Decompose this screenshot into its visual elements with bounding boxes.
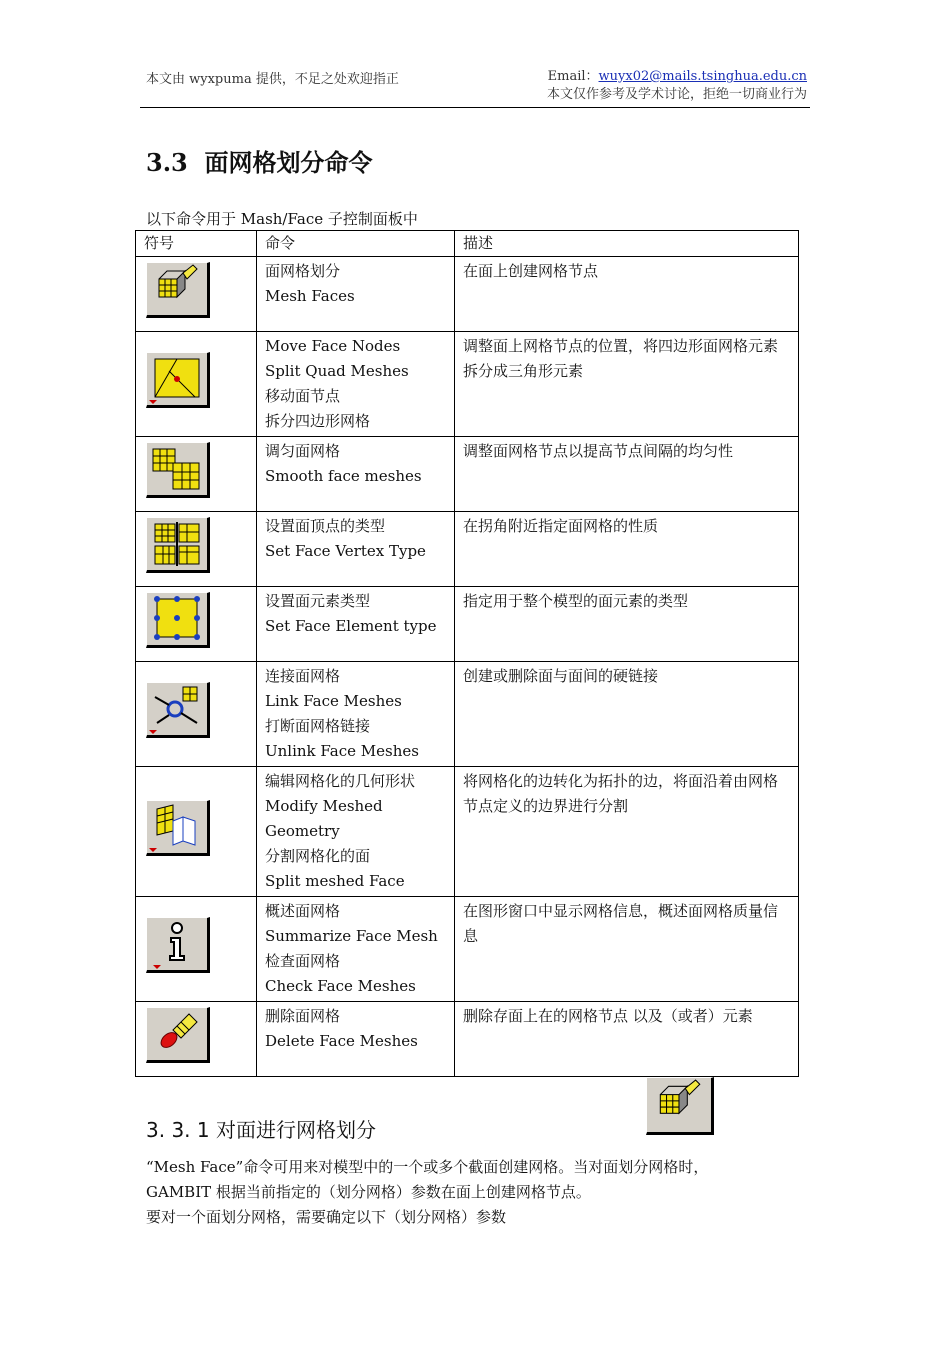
summarize-face-mesh-icon[interactable] xyxy=(146,917,210,973)
command-name: Split Quad Meshes xyxy=(265,362,409,380)
command-name: Modify Meshed Geometry xyxy=(265,797,383,840)
command-desc: 指定用于整个模型的面元素的类型 xyxy=(455,587,799,662)
command-name: 删除面网格 xyxy=(265,1007,341,1025)
command-desc: 创建或删除面与面间的硬链接 xyxy=(455,662,799,767)
link-face-meshes-icon[interactable] xyxy=(146,682,210,738)
command-name: 面网格划分 xyxy=(265,262,341,280)
set-face-vertex-type-icon[interactable] xyxy=(146,517,210,573)
command-desc: 在面上创建网格节点 xyxy=(455,257,799,332)
table-row xyxy=(136,257,799,332)
command-name: Move Face Nodes xyxy=(265,337,401,355)
modify-meshed-geometry-icon[interactable] xyxy=(146,800,210,856)
paragraph-3: 要对一个面划分网格，需要确定以下（划分网格）参数 xyxy=(146,1208,507,1226)
header-notice: 本文仅作参考及学术讨论，拒绝一切商业行为 xyxy=(546,87,807,102)
command-desc: 调整面网格节点以提高节点间隔的均匀性 xyxy=(455,437,799,512)
command-name: 概述面网格 xyxy=(265,902,341,920)
command-table xyxy=(135,230,799,1077)
table-row xyxy=(136,587,799,662)
email-label: Email： xyxy=(547,69,599,84)
header-command: 命令 xyxy=(257,231,455,257)
command-name: 调匀面网格 xyxy=(265,442,341,460)
header-right xyxy=(547,68,807,104)
command-name: Summarize Face Mesh xyxy=(265,927,438,945)
mesh-faces-icon[interactable] xyxy=(646,1077,714,1135)
command-name: 设置面顶点的类型 xyxy=(265,517,386,535)
command-name: Set Face Vertex Type xyxy=(265,542,426,560)
command-name: 打断面网格链接 xyxy=(265,717,371,735)
command-desc: 删除存面上在的网格节点 以及（或者）元素 xyxy=(455,1002,799,1077)
command-desc: 在图形窗口中显示网格信息，概述面网格质量信息 xyxy=(455,897,799,1002)
command-name: Smooth face meshes xyxy=(265,467,422,485)
header-left-text: 本文由 wyxpuma 提供，不足之处欢迎指正 xyxy=(146,72,399,87)
table-row xyxy=(136,767,799,897)
command-name: Set Face Element type xyxy=(265,617,437,635)
command-name: Mesh Faces xyxy=(265,287,355,305)
paragraph-2: GAMBIT 根据当前指定的（划分网格）参数在面上创建网格节点。 xyxy=(146,1183,591,1201)
table-row xyxy=(136,662,799,767)
delete-face-meshes-icon[interactable] xyxy=(146,1007,210,1063)
move-face-nodes-icon[interactable] xyxy=(146,352,210,408)
command-name: Link Face Meshes xyxy=(265,692,402,710)
section-title: 3.3 面网格划分命令 xyxy=(146,148,373,177)
command-desc: 在拐角附近指定面网格的性质 xyxy=(455,512,799,587)
table-row xyxy=(136,437,799,512)
command-name: Check Face Meshes xyxy=(265,977,416,995)
command-name: 连接面网格 xyxy=(265,667,341,685)
command-name: Delete Face Meshes xyxy=(265,1032,418,1050)
command-name: 设置面元素类型 xyxy=(265,592,371,610)
command-desc: 调整面上网格节点的位置，将四边形面网格元素拆分成三角形元素 xyxy=(455,332,799,437)
header-desc: 描述 xyxy=(455,231,799,257)
section-intro: 以下命令用于 Mash/Face 子控制面板中 xyxy=(146,210,418,228)
table-row xyxy=(136,1002,799,1077)
command-name: 拆分四边形网格 xyxy=(265,412,371,430)
command-name: Unlink Face Meshes xyxy=(265,742,419,760)
smooth-face-meshes-icon[interactable] xyxy=(146,442,210,498)
table-header-row xyxy=(136,231,799,257)
subsection-title: 3. 3. 1 对面进行网格划分 xyxy=(146,1118,376,1142)
command-name: Split meshed Face xyxy=(265,872,405,890)
command-desc: 将网格化的边转化为拓扑的边，将面沿着由网格节点定义的边界进行分割 xyxy=(455,767,799,897)
table-row xyxy=(136,512,799,587)
command-name: 编辑网格化的几何形状 xyxy=(265,772,416,790)
table-row xyxy=(136,897,799,1002)
email-link[interactable]: wuyx02@mails.tsinghua.edu.cn xyxy=(598,69,807,84)
command-name: 检查面网格 xyxy=(265,952,341,970)
command-name: 分割网格化的面 xyxy=(265,847,371,865)
header-symbol: 符号 xyxy=(136,231,257,257)
table-row xyxy=(136,332,799,437)
paragraph-1: “Mesh Face”命令可用来对模型中的一个或多个截面创建网格。当对面划分网格时， xyxy=(146,1158,709,1176)
set-face-element-type-icon[interactable] xyxy=(146,592,210,648)
mesh-faces-icon[interactable] xyxy=(146,262,210,318)
command-name: 移动面节点 xyxy=(265,387,341,405)
header-rule xyxy=(140,107,810,108)
